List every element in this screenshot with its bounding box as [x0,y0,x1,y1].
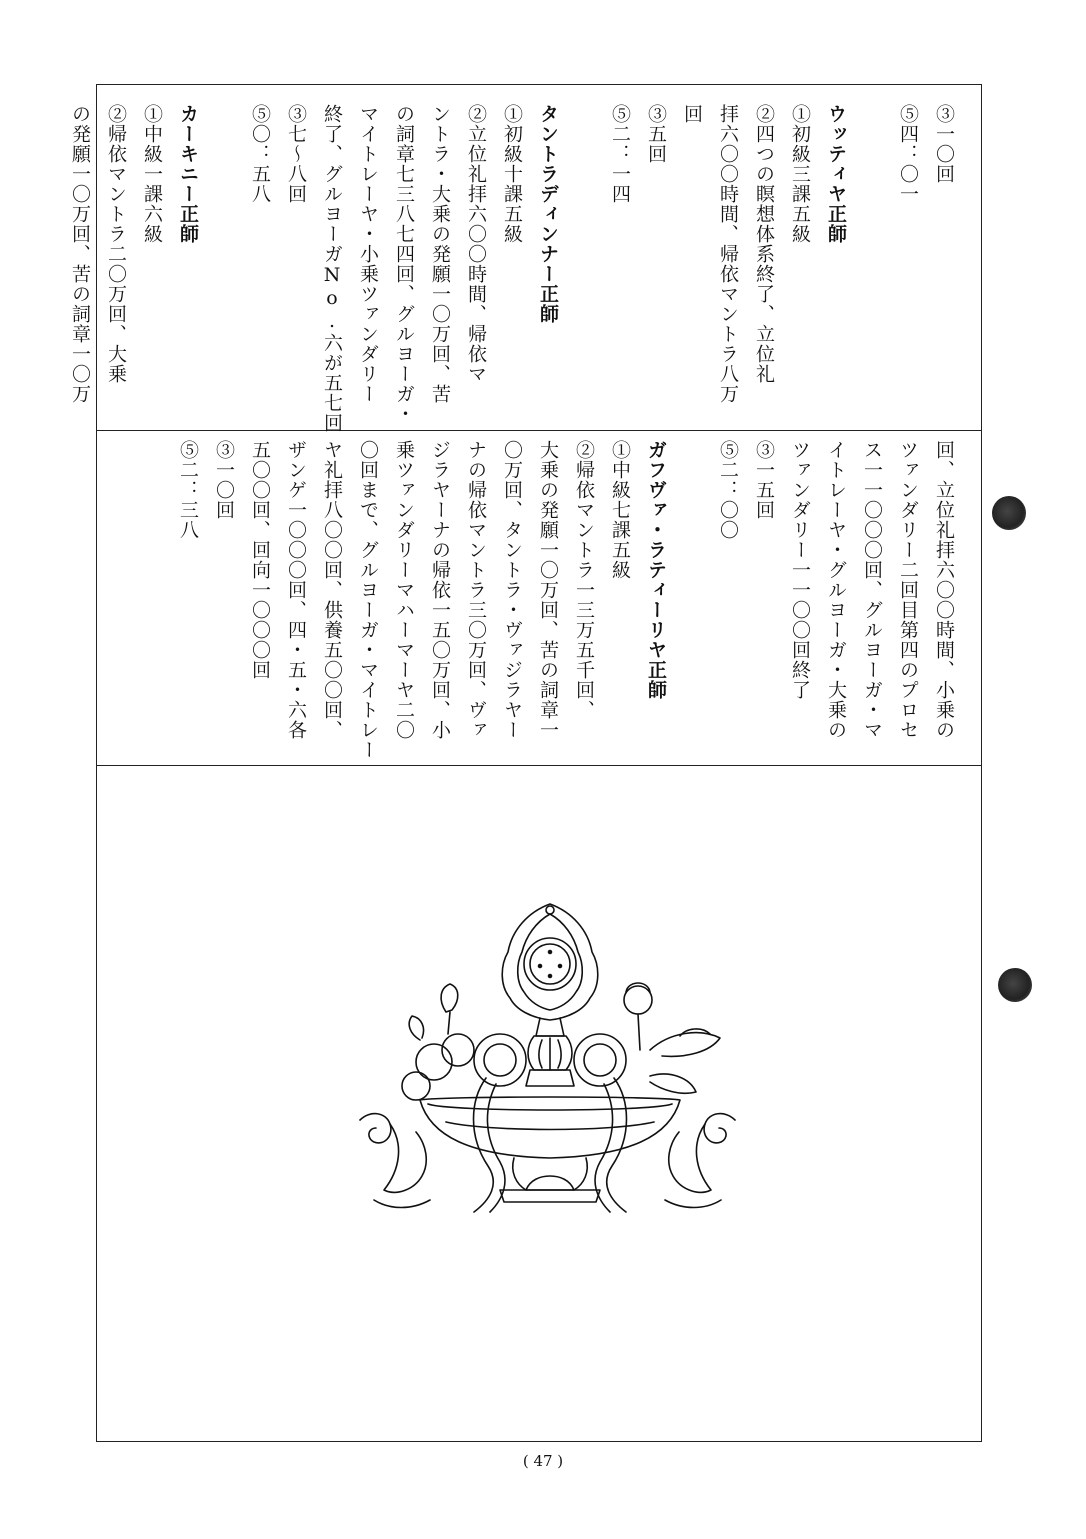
column-gap [206,104,242,114]
text-line: ⑤二：一四 [609,104,631,204]
section-heading: ガフヴァ・ラティーリヤ正師 [645,440,667,700]
text-line: イトレーヤ・グルヨーガ・大乗の [825,440,847,740]
text-line: ①初級十課五級 [501,104,523,244]
text-line: 終了、グルヨーガNo.六が五七回 [321,104,343,433]
divider-lower [96,765,982,766]
text-line: ツァンダリー二回目第四のプロセ [897,440,919,740]
binder-hole [992,496,1026,530]
column-gap [566,104,602,114]
text-line: 回 [681,104,703,124]
text-line: ジラヤーナの帰依一五〇万回、小 [429,440,451,740]
text-line: ②帰依マントラ二〇万回、大乗 [105,104,127,384]
text-line: の発願一〇万回、苦の詞章一〇万 [69,104,91,404]
text-line: ③一五回 [753,440,775,520]
text-line: 〇回まで、グルヨーガ・マイトレー [357,440,379,760]
section-heading: ウッティヤ正師 [825,104,847,244]
text-line: ザンゲ一〇〇〇回、四・五・六各 [285,440,307,740]
text-line: ツァンダリー一一〇〇回終了 [789,440,811,700]
text-line: ヤ礼拝八〇〇回、供養五〇〇回、 [321,440,343,740]
text-line: マイトレーヤ・小乗ツァンダリー [357,104,379,404]
text-line: の詞章七三八七四回、グルヨーガ・ [393,104,415,424]
column-gap [674,440,710,450]
lower-text-block [170,440,962,758]
section-heading: カーキニー正師 [177,104,199,244]
text-line: ①中級七課五級 [609,440,631,580]
text-line: ナの帰依マントラ三〇万回、ヴァ [465,440,487,740]
text-line: ②立位礼拝六〇〇時間、帰依マ [465,104,487,384]
text-line: ⑤二：三八 [177,440,199,540]
text-line: ントラ・大乗の発願一〇万回、苦 [429,104,451,404]
column-gap [854,104,890,114]
offering-bowl-ornament-icon [350,900,745,1235]
binder-hole [998,968,1032,1002]
text-line: 〇万回、タントラ・ヴァジラヤー [501,440,523,740]
text-line: ①初級三課五級 [789,104,811,244]
text-line: 大乗の発願一〇万回、苦の詞章一 [537,440,559,740]
text-line: 五〇〇回、回向一〇〇〇回 [249,440,271,680]
text-line: ス一一〇〇〇回、グルヨーガ・マ [861,440,883,740]
divider-upper [96,430,982,431]
text-line: ⑤〇：五八 [249,104,271,204]
page-number: ( 47 ) [522,1452,564,1470]
text-line: ⑤四：〇一 [897,104,919,204]
text-line: ②四つの瞑想体系終了、立位礼 [753,104,775,384]
section-heading: タントラディンナー正師 [537,104,559,324]
text-line: 乗ツァンダリーマハーマーヤ二〇 [393,440,415,740]
text-line: ⑤二：〇〇 [717,440,739,540]
text-line: ③五回 [645,104,667,164]
text-line: 拝六〇〇時間、帰依マントラ八万 [717,104,739,404]
text-line: ③七～八回 [285,104,307,204]
text-line: ③一〇回 [933,104,955,184]
text-line: 回、立位礼拝六〇〇時間、小乗の [933,440,955,740]
text-line: ①中級一課六級 [141,104,163,244]
text-line: ②帰依マントラ一三万五千回、 [573,440,595,720]
text-line: ③一〇回 [213,440,235,520]
upper-text-block [62,104,962,433]
